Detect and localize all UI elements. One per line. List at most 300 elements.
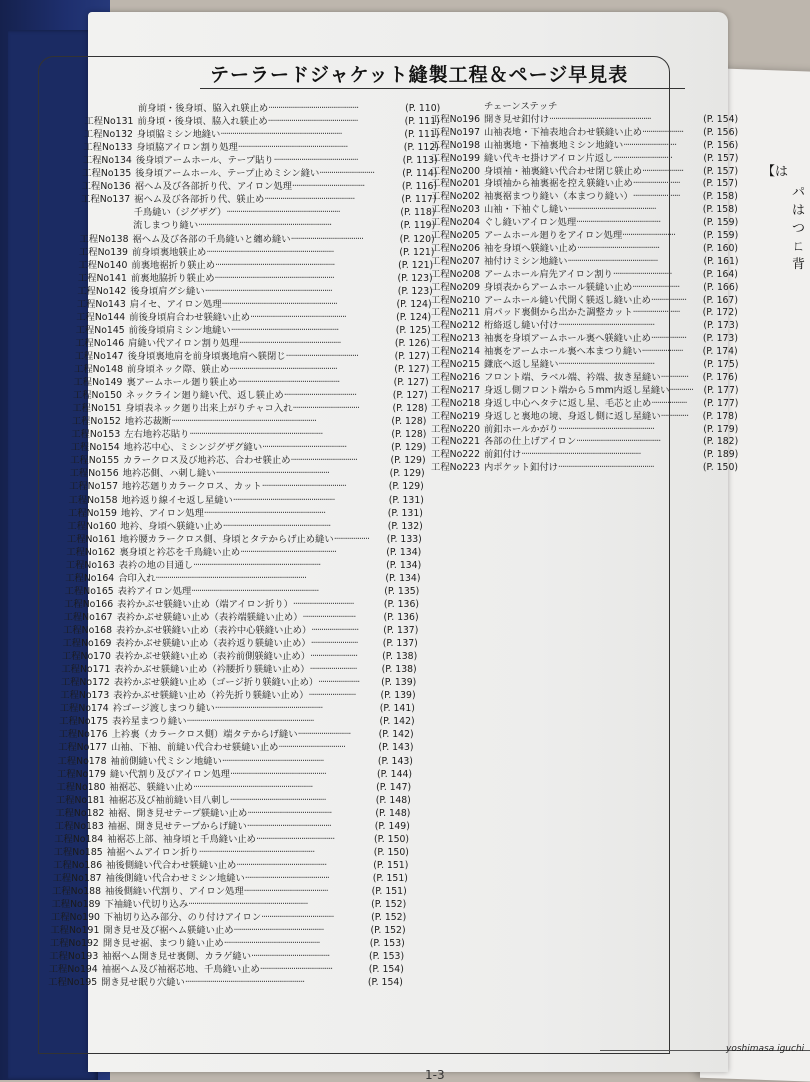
process-description: 前身頃・後身頃、脇入れ躾止め	[138, 103, 269, 114]
page-reference: (P. 129)	[388, 481, 424, 493]
leader-dots: ········································	[251, 951, 330, 963]
process-description: 合印入れ	[118, 572, 156, 584]
page-reference: (P. 117)	[401, 194, 437, 206]
page-reference: (P. 127)	[393, 377, 429, 389]
page-reference: (P. 157)	[703, 165, 739, 177]
process-row	[418, 356, 738, 370]
process-description: 後身頃アームホール、テープ止めミシン縫い	[135, 168, 320, 180]
page-reference: (P. 141)	[379, 703, 415, 715]
leader-dots: ···········································	[261, 481, 346, 493]
process-code: 工程No198	[431, 139, 480, 151]
process-code: 工程No151	[72, 403, 122, 415]
process-description: 前釦付け	[484, 449, 522, 461]
page-reference: (P. 151)	[371, 886, 407, 897]
process-description: 表衿かぶせ躾縫い止め（表衿返り躾縫い止め）	[115, 638, 311, 650]
process-description: 縫い代割り及びアイロン処理	[109, 768, 230, 780]
process-description: 地衿芯廻りカラークロス、カット	[122, 481, 262, 493]
leader-dots: ·····························································	[215, 259, 335, 271]
page-reference: (P. 152)	[371, 912, 407, 924]
process-description: チェーンステッチ	[484, 101, 558, 112]
leader-dots: ························	[309, 664, 357, 676]
process-row	[72, 100, 440, 114]
page-reference: (P. 160)	[702, 242, 739, 254]
process-row	[45, 739, 413, 753]
page-reference: (P. 128)	[391, 416, 427, 428]
process-code: 工程No132	[83, 129, 133, 141]
process-description: 桁絡返し縫い付け	[484, 320, 559, 332]
process-row	[64, 283, 432, 297]
process-description: 身返しと裏地の境、身返し側に返し星縫い	[484, 410, 661, 422]
process-code: 工程No136	[81, 181, 131, 193]
process-description: 下袖縫い代切り込み	[104, 899, 189, 911]
page-reference: (P. 137)	[383, 625, 419, 636]
page-reference: (P. 129)	[391, 442, 427, 454]
process-description: 袖後側縫い代割り、アイロン処理	[105, 886, 244, 897]
page-reference: (P. 121)	[399, 246, 435, 258]
process-row	[48, 661, 416, 675]
process-code: 工程No188	[52, 886, 101, 897]
page-reference: (P. 153)	[369, 951, 405, 963]
page-reference: (P. 157)	[702, 178, 738, 190]
page-reference: (P. 167)	[702, 294, 738, 306]
process-code: 工程No150	[72, 390, 122, 402]
process-description: 袖裾ヘムアイロン折り	[106, 846, 199, 858]
leader-dots: ···························································	[198, 846, 315, 858]
leader-dots: ······························································	[203, 507, 326, 519]
page-reference: (P. 132)	[387, 520, 423, 532]
page-reference: (P. 139)	[381, 677, 417, 689]
process-code: 工程No205	[431, 230, 480, 241]
next-page-text: ㄈ	[792, 238, 806, 255]
process-code: 工程No160	[67, 520, 117, 532]
process-code: 工程No152	[71, 416, 121, 428]
process-code: 工程No189	[51, 899, 101, 911]
process-description: ぐし縫いアイロン処理	[484, 217, 577, 229]
page-reference: (P. 154)	[367, 977, 403, 989]
process-description: 袖裾芯、躾縫い止め	[109, 781, 194, 793]
process-code: 工程No181	[55, 794, 105, 806]
process-code: 工程No177	[58, 742, 108, 754]
leader-dots: ··············	[660, 371, 689, 383]
process-row	[46, 713, 414, 727]
page-reference: (P. 177)	[703, 384, 739, 396]
process-code: 工程No194	[48, 964, 98, 976]
process-row	[67, 217, 435, 231]
process-code: 工程No141	[77, 272, 127, 284]
process-description: 袖裏をアームホール裏へ本まつり縫い	[484, 346, 642, 358]
process-row	[42, 805, 410, 819]
process-code: 工程No146	[75, 337, 125, 349]
process-row	[51, 596, 419, 610]
process-code: 工程No161	[66, 533, 116, 545]
process-code: 工程No155	[70, 455, 120, 467]
page-reference: (P. 174)	[702, 346, 738, 358]
process-code: 工程No133	[83, 142, 133, 154]
process-code: 工程No223	[431, 462, 480, 474]
process-description: 前裏地脇折り躾止め	[130, 272, 215, 284]
process-code: 工程No140	[78, 259, 128, 271]
page-reference: (P. 136)	[383, 598, 419, 610]
page-reference: (P. 144)	[376, 768, 413, 780]
process-description: 開き見せ眠り穴縫い	[101, 977, 185, 989]
process-row	[58, 426, 426, 440]
page-reference: (P. 142)	[378, 729, 414, 741]
process-row	[65, 257, 433, 271]
process-description: 千鳥縫い（ジグザグ）	[133, 207, 227, 219]
process-row	[418, 317, 738, 331]
process-row	[38, 896, 406, 910]
leader-dots: ····················································	[232, 494, 335, 506]
process-description: 流しまつり縫い	[133, 220, 199, 232]
process-code: 工程No168	[63, 625, 112, 636]
process-row	[35, 974, 403, 988]
process-code: 工程No203	[431, 204, 480, 216]
page-number: 1-3	[425, 1068, 445, 1082]
process-row	[37, 922, 405, 936]
page-reference: (P. 129)	[390, 455, 426, 467]
leader-dots: ························	[632, 281, 680, 293]
leader-dots: ··················	[333, 533, 369, 545]
process-code: 工程No144	[76, 311, 126, 323]
page-reference: (P. 134)	[386, 559, 422, 571]
process-description: 袖付けミシン地縫い	[484, 255, 568, 267]
process-row	[47, 687, 415, 701]
process-description: 表衿かぶせ躾縫い止め（表衿前側躾縫い止め）	[114, 651, 311, 663]
page-reference: (P. 173)	[703, 320, 739, 332]
leader-dots: ···········································	[246, 820, 331, 832]
process-code: 工程No207	[431, 255, 480, 267]
leader-dots: ·····························································	[214, 272, 334, 284]
leader-dots: ···········································	[244, 872, 329, 884]
leader-dots: ··················	[650, 333, 687, 345]
process-code: 工程No135	[82, 168, 132, 180]
process-description: 前後身頃肩合わせ躾縫い止め	[129, 311, 251, 323]
leader-dots: ·································································	[204, 285, 332, 297]
process-row	[65, 270, 433, 284]
process-code: 工程No199	[431, 152, 480, 164]
leader-dots: ·······················································	[214, 703, 323, 715]
page-reference: (P. 134)	[385, 572, 421, 584]
process-row	[418, 266, 738, 280]
page-reference: (P. 182)	[703, 436, 739, 448]
leader-dots: ··············	[660, 410, 689, 422]
process-code: 工程No178	[57, 755, 107, 767]
process-description: 袖裾芯及び袖前縫い目八刺し	[108, 794, 230, 806]
process-description: 各部の仕上げアイロン	[484, 436, 577, 448]
process-code: 工程No182	[55, 807, 105, 819]
process-description: 袖裾、開き見せテープ躾縫い止め	[108, 807, 248, 819]
page-reference: (P. 118)	[400, 207, 436, 219]
process-row	[49, 635, 417, 649]
process-row	[42, 818, 410, 832]
next-page-text: パ	[792, 184, 806, 201]
process-row	[418, 395, 738, 409]
process-row	[67, 231, 435, 245]
leader-dots: ························	[310, 638, 358, 650]
leader-dots: ························	[632, 307, 680, 319]
leader-dots: ························	[310, 651, 358, 663]
process-description: 後身頃アームホール、テープ貼り	[135, 155, 274, 167]
page-reference: (P. 131)	[387, 507, 423, 519]
process-code: 工程No212	[431, 320, 480, 332]
process-description: 袖前側縫い代ミシン地縫い	[110, 755, 222, 767]
page-reference: (P. 143)	[377, 755, 413, 767]
process-row	[418, 408, 738, 422]
process-description: 表衿かぶせ躾縫い止め（表衿端躾縫い止め）	[116, 611, 303, 623]
leader-dots: ···························	[297, 729, 351, 741]
page-reference: (P. 148)	[375, 807, 411, 819]
process-description: 前後身頃肩ミシン地縫い	[128, 324, 231, 336]
leader-dots: ··········································································	[171, 416, 316, 428]
process-code: 工程No145	[75, 324, 125, 336]
process-row	[418, 279, 738, 293]
next-page-text: つ	[792, 220, 806, 237]
footer-author: yoshimasa iguchi	[726, 1044, 805, 1054]
process-code: 工程No216	[431, 371, 480, 383]
leader-dots: ·················································	[558, 320, 655, 332]
process-description: 身頃袖・袖裏縫い代合わせ閉じ躾止め	[484, 165, 643, 177]
process-row	[49, 648, 417, 662]
process-code: 工程No195	[48, 977, 98, 989]
process-description: 表衿アイロン処理	[117, 585, 192, 597]
leader-dots: ··························································	[226, 207, 340, 219]
page-reference: (P. 150)	[373, 846, 409, 858]
process-code: 工程No174	[59, 703, 109, 715]
leader-dots: ·················································	[223, 938, 320, 950]
leader-dots: ·····················	[642, 126, 684, 138]
leader-dots: ··············································	[264, 194, 355, 206]
process-row	[418, 304, 738, 318]
page-reference: (P. 138)	[381, 664, 417, 676]
leader-dots: ··················	[650, 294, 687, 306]
process-row	[61, 361, 429, 375]
leader-dots: ·····································	[259, 964, 333, 976]
process-description: アームホール肩先アイロン割り	[484, 268, 613, 280]
process-row	[418, 421, 738, 435]
process-row	[418, 124, 738, 138]
page-reference: (P. 112)	[403, 142, 439, 154]
process-row	[418, 330, 738, 344]
process-row	[37, 935, 405, 949]
page-reference: (P. 123)	[397, 272, 433, 284]
page-reference: (P. 124)	[396, 298, 432, 310]
process-description: 身頃脇ミシン地縫い	[136, 129, 221, 141]
leader-dots: ·················································	[557, 462, 654, 474]
process-code: 工程No197	[431, 126, 480, 138]
leader-dots: ····················································	[549, 113, 651, 125]
page-reference: (P. 177)	[703, 397, 739, 409]
leader-dots: ···········································	[243, 886, 328, 897]
page-reference: (P. 149)	[374, 820, 410, 832]
page-reference: (P. 116)	[401, 181, 437, 193]
process-row	[68, 191, 436, 205]
process-description: 後身頃肩グシ縫い	[130, 285, 205, 297]
next-page-text: は	[792, 202, 806, 219]
page-reference: (P. 139)	[380, 690, 416, 702]
process-row	[45, 753, 413, 767]
page-reference: (P. 166)	[703, 281, 739, 293]
page-reference: (P. 156)	[703, 126, 739, 138]
leader-dots: ·····································	[283, 390, 357, 402]
process-code: 工程No176	[58, 729, 108, 741]
page-reference: (P. 127)	[392, 390, 428, 402]
process-code: 工程No196	[431, 113, 480, 125]
page-reference: (P. 127)	[394, 350, 430, 362]
page-reference: (P. 175)	[703, 359, 739, 370]
process-row	[70, 139, 439, 153]
process-description: 身返し中心ヘタテに返し星、毛芯と止め	[484, 397, 652, 409]
page-reference: (P. 150)	[373, 833, 410, 845]
process-description: 肩縫い代アイロン割り処理	[128, 337, 239, 349]
page-reference: (P. 124)	[396, 311, 432, 323]
process-row	[50, 622, 418, 636]
page-reference: (P. 159)	[703, 217, 739, 229]
process-code: 工程No173	[60, 690, 110, 702]
leader-dots: ····································································	[198, 220, 332, 232]
leader-dots: ·····················	[318, 677, 360, 689]
page-reference: (P. 147)	[376, 781, 412, 793]
process-description: 地衿芯側、ハ刺し縫い	[122, 468, 216, 480]
process-code: 工程No159	[67, 507, 117, 519]
process-description: 上衿裏（カラークロス側）端タテからげ縫い	[111, 729, 298, 741]
process-description: 裏アームホール廻り躾止め	[126, 377, 238, 389]
process-description: 地衿、身頃へ躾縫い止め	[120, 520, 223, 532]
leader-dots: ····················································	[237, 377, 340, 389]
page-reference: (P. 127)	[394, 364, 430, 375]
process-row	[47, 700, 415, 714]
process-code: 工程No179	[56, 768, 106, 780]
process-description: アームホール廻りをアイロン処理	[484, 230, 623, 241]
process-code: 工程No214	[431, 346, 480, 358]
process-description: 前身頃・後身頃、脇入れ躾止め	[137, 116, 268, 128]
leader-dots: ··············································	[267, 116, 358, 128]
process-description: 裾ヘム及び各部折り代、躾止め	[134, 194, 265, 206]
page-reference: (P. 152)	[370, 925, 406, 937]
leader-dots: ·····························································	[193, 781, 313, 793]
process-code: 工程No147	[74, 350, 124, 362]
process-row	[40, 857, 408, 871]
leader-dots: ·················································	[229, 794, 326, 806]
leader-dots: ······························	[612, 268, 672, 280]
page-title: テーラードジャケット縫製工程＆ページ早見表	[210, 64, 629, 86]
leader-dots: ·····································	[291, 181, 365, 193]
leader-dots: ··································	[278, 742, 345, 754]
process-row	[418, 446, 738, 460]
process-description: 袖裾ヘム開き見せ裏側、カラゲ縫い	[102, 951, 252, 963]
process-description: 山袖裏地・下袖裏地ミシン地縫い	[484, 139, 624, 151]
process-row	[52, 570, 420, 584]
page-reference: (P. 176)	[702, 371, 738, 383]
process-row	[418, 459, 738, 473]
page-reference: (P. 131)	[388, 494, 424, 506]
process-description: 前身頃裏地躾止め	[131, 246, 207, 258]
leader-dots: ·················································	[250, 311, 346, 323]
process-row	[55, 505, 423, 519]
process-description: 衿ゴージ渡しまつり縫い	[112, 703, 215, 715]
process-code: 工程No187	[52, 872, 102, 884]
process-code: 工程No153	[71, 429, 121, 441]
process-code: 工程No167	[63, 611, 113, 623]
process-code: 工程No158	[68, 494, 118, 506]
process-row	[43, 779, 411, 793]
process-description: 地衿芯裁断	[124, 416, 172, 428]
process-row	[68, 204, 436, 218]
left-process-list	[48, 100, 442, 1060]
process-row	[71, 126, 440, 140]
page-reference: (P. 172)	[702, 307, 738, 319]
page-reference: (P. 179)	[703, 423, 739, 435]
leader-dots: ·················································	[558, 359, 655, 370]
process-description: 開き見せ釦付け	[484, 113, 550, 125]
process-code: 工程No149	[73, 377, 123, 389]
process-row	[63, 322, 431, 336]
process-description: 地衿腰カラークロス側、身頃とタテからげ止め縫い	[119, 533, 334, 545]
process-description: 表衿かぶせ躾縫い止め（ゴージ折り躾縫い止め）	[113, 677, 319, 689]
leader-dots: ···········································	[273, 155, 358, 167]
process-row	[44, 766, 412, 780]
process-row	[418, 433, 738, 447]
process-row	[41, 831, 409, 845]
process-description: 袖裾芯上部、袖身頃と千鳥縫い止め	[107, 833, 256, 845]
process-description: 袖後側縫い代合わせミシン地縫い	[105, 872, 245, 884]
page-reference: (P. 178)	[702, 410, 738, 422]
leader-dots: ·······················································	[230, 324, 339, 336]
leader-dots: ·················································	[240, 546, 336, 558]
process-row	[52, 583, 420, 597]
process-description: 左右地衿芯貼り	[124, 429, 190, 441]
leader-dots: ··························································	[215, 468, 329, 480]
leader-dots: ························	[308, 690, 356, 702]
process-code: 工程No137	[81, 194, 131, 206]
process-row	[56, 492, 424, 506]
leader-dots: ········································	[255, 833, 335, 845]
leader-dots: ······························	[613, 152, 672, 164]
page-reference: (P. 158)	[702, 204, 738, 216]
leader-dots: ·····································	[285, 350, 358, 362]
process-code: 工程No138	[79, 233, 129, 245]
page-reference: (P. 110)	[405, 103, 441, 114]
page-reference: (P. 137)	[382, 638, 418, 650]
page-reference: (P. 157)	[703, 152, 739, 164]
process-code: 工程No134	[82, 155, 132, 167]
process-code: 工程No143	[76, 298, 126, 310]
page-reference: (P. 113)	[402, 155, 438, 167]
process-row	[57, 465, 425, 479]
page-reference: (P. 119)	[400, 220, 436, 232]
leader-dots: ··············································	[233, 925, 324, 937]
page-reference: (P. 161)	[703, 255, 739, 267]
process-row	[53, 544, 421, 558]
leader-dots: ····································································	[189, 429, 323, 441]
page-reference: (P. 125)	[395, 324, 431, 336]
process-row	[418, 175, 738, 189]
page-reference: (P. 128)	[392, 403, 428, 415]
process-description: ネックライン廻り縫い代、返し躾止め	[125, 390, 284, 402]
next-page-text: 【は	[762, 163, 789, 180]
process-row	[418, 292, 738, 306]
process-description: 山袖、下袖、前縫い代合わせ躾縫い止め	[111, 742, 279, 754]
process-description: 袖裾ヘム及び袖裾芯地、千鳥縫い止め	[101, 964, 260, 976]
process-row	[418, 98, 738, 112]
process-description: 裏身頃と衿芯を千鳥縫い止め	[119, 546, 241, 558]
process-row	[41, 844, 409, 858]
process-row	[418, 137, 738, 151]
process-row	[418, 343, 738, 357]
page-reference: (P. 133)	[386, 533, 422, 545]
page-reference: (P. 121)	[398, 259, 434, 271]
process-code: 工程No218	[431, 397, 480, 409]
process-code: 工程No171	[61, 664, 111, 676]
